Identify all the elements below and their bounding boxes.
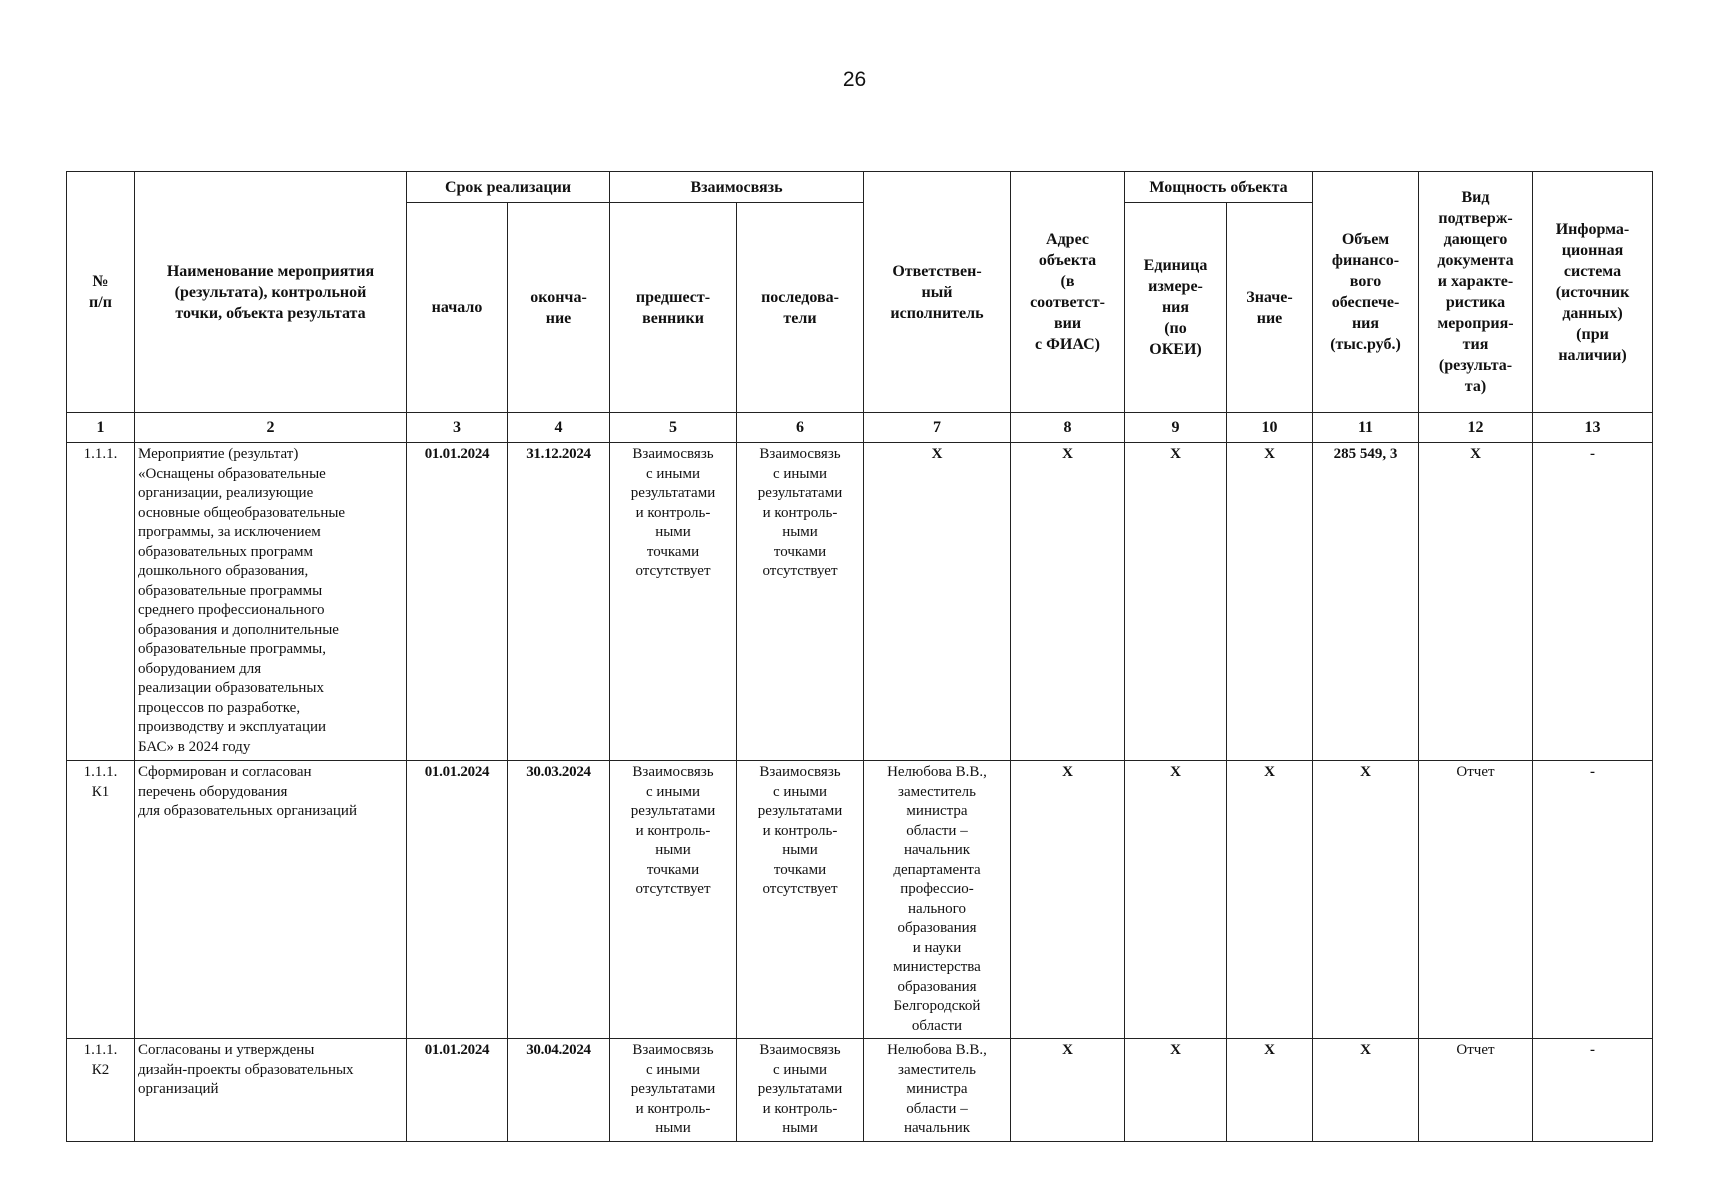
row-start-date: 01.01.2024 [407, 1039, 508, 1142]
header-doc-type: Вид подтверж- дающего документа и характе- ристика мероприя- тия (результа- та) [1419, 172, 1533, 413]
row-unit: Х [1125, 443, 1227, 761]
row-info-system: - [1533, 761, 1653, 1039]
header-link-group: Взаимосвязь [610, 172, 864, 203]
row-address: Х [1011, 1039, 1125, 1142]
row-successors: Взаимосвязь с иными результатами и контроль- ными точками отсутствует [737, 443, 864, 761]
plan-table [66, 171, 1653, 1142]
row-address: Х [1011, 761, 1125, 1039]
table-row [67, 761, 1653, 1039]
row-end-date: 30.03.2024 [508, 761, 610, 1039]
row-number: 1.1.1. К2 [67, 1039, 135, 1142]
row-end-date: 30.04.2024 [508, 1039, 610, 1142]
row-finance: 285 549, 3 [1313, 443, 1419, 761]
column-number: 10 [1227, 413, 1313, 443]
row-unit: Х [1125, 1039, 1227, 1142]
column-number: 3 [407, 413, 508, 443]
header-unit: Единица измере- ния (по ОКЕИ) [1125, 203, 1227, 413]
column-number: 6 [737, 413, 864, 443]
header-row-top [67, 172, 1653, 203]
row-name: Сформирован и согласован перечень оборудования для образовательных организаций [135, 761, 407, 1039]
row-responsible: Нелюбова В.В., заместитель министра области – начальник [864, 1039, 1011, 1142]
row-finance: Х [1313, 1039, 1419, 1142]
row-predecessors: Взаимосвязь с иными результатами и контроль- ными точками отсутствует [610, 761, 737, 1039]
row-doc-type: Отчет [1419, 761, 1533, 1039]
row-predecessors: Взаимосвязь с иными результатами и контроль- ными точками отсутствует [610, 443, 737, 761]
row-responsible: Нелюбова В.В., заместитель министра области – начальник департамента профессио- нального образования и науки министерства образования Белгородской области [864, 761, 1011, 1039]
row-doc-type: Х [1419, 443, 1533, 761]
row-number: 1.1.1. К1 [67, 761, 135, 1039]
row-unit: Х [1125, 761, 1227, 1039]
column-number-row [67, 413, 1653, 443]
header-name: Наименование мероприятия (результата), контрольной точки, объекта результата [135, 172, 407, 413]
table-row [67, 443, 1653, 761]
column-number: 5 [610, 413, 737, 443]
row-name: Мероприятие (результат) «Оснащены образовательные организации, реализующие основные общеобразовательные программы, за исключением образовательных программ дошкольного образования, образовательные программы среднего профессионального образования и дополнительные образовательные программы, оборудованием для реализации образовательных процессов по разработке, производству и эксплуатации БАС» в 2024 году [135, 443, 407, 761]
row-value: Х [1227, 761, 1313, 1039]
header-finance: Объем финансо- вого обеспече- ния (тыс.руб.) [1313, 172, 1419, 413]
row-info-system: - [1533, 443, 1653, 761]
column-number: 11 [1313, 413, 1419, 443]
row-value: Х [1227, 1039, 1313, 1142]
row-info-system: - [1533, 1039, 1653, 1142]
header-info-system: Информа- ционная система (источник данных) (при наличии) [1533, 172, 1653, 413]
column-number: 13 [1533, 413, 1653, 443]
column-number: 9 [1125, 413, 1227, 443]
column-number: 8 [1011, 413, 1125, 443]
row-doc-type: Отчет [1419, 1039, 1533, 1142]
header-term-group: Срок реализации [407, 172, 610, 203]
header-start: начало [407, 203, 508, 413]
row-start-date: 01.01.2024 [407, 443, 508, 761]
row-responsible: Х [864, 443, 1011, 761]
row-name: Согласованы и утверждены дизайн-проекты образовательных организаций [135, 1039, 407, 1142]
table-row [67, 1039, 1653, 1142]
header-address: Адрес объекта (в соответст- вии с ФИАС) [1011, 172, 1125, 413]
column-number: 2 [135, 413, 407, 443]
row-address: Х [1011, 443, 1125, 761]
row-successors: Взаимосвязь с иными результатами и контроль- ными точками отсутствует [737, 761, 864, 1039]
header-predecessors: предшест- венники [610, 203, 737, 413]
header-num: № п/п [67, 172, 135, 413]
header-value: Значе- ние [1227, 203, 1313, 413]
row-number: 1.1.1. [67, 443, 135, 761]
row-predecessors: Взаимосвязь с иными результатами и контроль- ными [610, 1039, 737, 1142]
column-number: 12 [1419, 413, 1533, 443]
column-number: 7 [864, 413, 1011, 443]
column-number: 1 [67, 413, 135, 443]
header-end: оконча- ние [508, 203, 610, 413]
header-capacity-group: Мощность объекта [1125, 172, 1313, 203]
row-finance: Х [1313, 761, 1419, 1039]
column-number: 4 [508, 413, 610, 443]
page-number: 26 [842, 68, 867, 91]
row-end-date: 31.12.2024 [508, 443, 610, 761]
header-successors: последова- тели [737, 203, 864, 413]
row-start-date: 01.01.2024 [407, 761, 508, 1039]
row-value: Х [1227, 443, 1313, 761]
header-responsible: Ответствен- ный исполнитель [864, 172, 1011, 413]
row-successors: Взаимосвязь с иными результатами и контроль- ными [737, 1039, 864, 1142]
